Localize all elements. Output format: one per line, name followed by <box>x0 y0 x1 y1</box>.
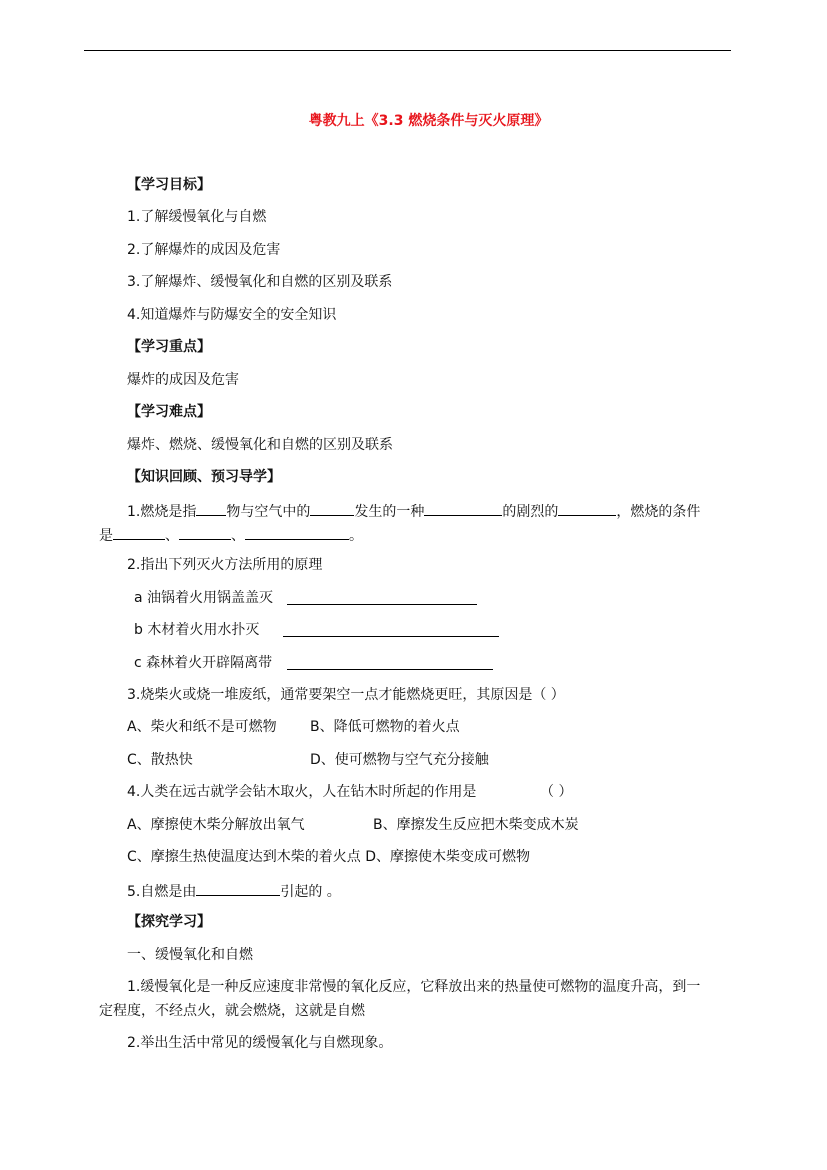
q1-line1 <box>127 501 700 521</box>
explore-subheading: 一、缓慢氧化和自燃 <box>127 947 253 963</box>
q2-option-c: c 森林着火开辟隔离带 <box>134 655 273 671</box>
difficulty-text: 爆炸、燃烧、缓慢氧化和自燃的区别及联系 <box>127 437 393 453</box>
q1-text-2: 物与空气中的 <box>226 504 311 520</box>
goals-header: 【学习目标】 <box>127 177 211 193</box>
q4-option-cd: C、摩擦生热使温度达到木柴的着火点 D、摩擦使木柴变成可燃物 <box>127 849 531 865</box>
q3-option-b: B、降低可燃物的着火点 <box>310 719 460 735</box>
q1-text-3: 发生的一种 <box>354 504 425 520</box>
q5-line <box>127 881 341 901</box>
q1-sep-1: 、 <box>165 528 179 544</box>
q1-text-1: 1.燃烧是指 <box>127 504 197 520</box>
explore-para-1b: 定程度，不经点火，就会燃烧，这就是自燃 <box>99 1003 365 1019</box>
q1-text-6: 是 <box>99 528 113 544</box>
page-title: 粤教九上《3.3 燃烧条件与灭火原理》 <box>308 113 549 129</box>
goal-item: 4.知道爆炸与防爆安全的安全知识 <box>127 307 337 323</box>
q3-option-d: D、使可燃物与空气充分接触 <box>310 752 489 768</box>
q2-answer-line-c <box>287 669 493 670</box>
q3-text: 3.烧柴火或烧一堆废纸，通常要架空一点才能燃烧更旺，其原因是（ ） <box>127 687 565 703</box>
key-text: 爆炸的成因及危害 <box>127 372 239 388</box>
q4-option-a: A、摩擦使木柴分解放出氧气 <box>127 817 305 833</box>
q1-blank-7 <box>245 525 349 540</box>
explore-para-2: 2.举出生活中常见的缓慢氧化与自燃现象。 <box>127 1035 393 1051</box>
q1-blank-5 <box>113 525 165 540</box>
q1-blank-3 <box>424 501 502 516</box>
q1-blank-6 <box>179 525 231 540</box>
key-header: 【学习重点】 <box>127 339 211 355</box>
review-header: 【知识回顾、预习导学】 <box>127 469 281 485</box>
difficulty-header: 【学习难点】 <box>127 404 211 420</box>
q2-answer-line-a <box>287 604 477 605</box>
q3-option-a: A、柴火和纸不是可燃物 <box>127 719 277 735</box>
q4-option-b: B、摩擦发生反应把木柴变成木炭 <box>373 817 579 833</box>
q1-text-5: ，燃烧的条件 <box>616 504 701 520</box>
q2-option-b: b 木材着火用水扑灭 <box>134 622 260 638</box>
goal-item: 3.了解爆炸、缓慢氧化和自燃的区别及联系 <box>127 274 393 290</box>
goal-item: 2.了解爆炸的成因及危害 <box>127 242 281 258</box>
q2-text: 2.指出下列灭火方法所用的原理 <box>127 557 323 573</box>
q3-option-c: C、散热快 <box>127 752 193 768</box>
explore-header: 【探究学习】 <box>127 914 211 930</box>
q1-line2 <box>99 525 363 545</box>
q1-blank-2 <box>310 501 354 516</box>
q2-option-a: a 油锅着火用锅盖盖灭 <box>134 590 274 606</box>
q1-blank-1 <box>196 501 226 516</box>
q5-text-2: 引起的 。 <box>280 884 341 900</box>
q5-blank <box>196 881 280 896</box>
q1-text-4: 的剧烈的 <box>502 504 559 520</box>
q1-end: 。 <box>349 528 363 544</box>
q1-sep-2: 、 <box>231 528 245 544</box>
goal-item: 1.了解缓慢氧化与自燃 <box>127 209 267 225</box>
q5-text-1: 5.自燃是由 <box>127 884 197 900</box>
q4-paren: （ ） <box>540 784 573 800</box>
header-rule <box>84 50 731 51</box>
q1-blank-4 <box>558 501 616 516</box>
explore-para-1a: 1.缓慢氧化是一种反应速度非常慢的氧化反应，它释放出来的热量使可燃物的温度升高，到一 <box>127 979 701 995</box>
q4-text: 4.人类在远古就学会钻木取火，人在钻木时所起的作用是 <box>127 784 477 800</box>
q2-answer-line-b <box>283 636 499 637</box>
